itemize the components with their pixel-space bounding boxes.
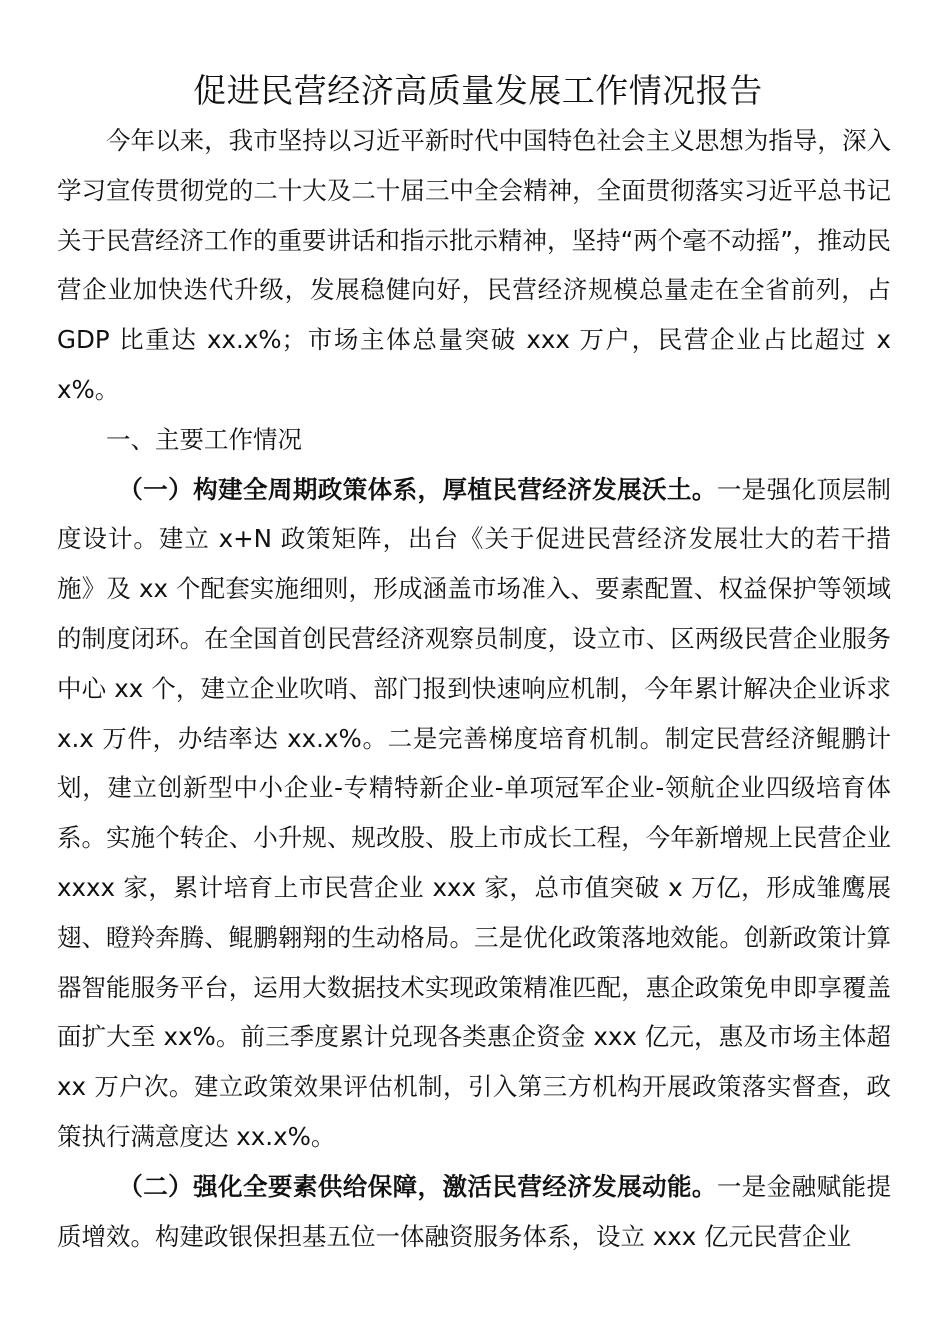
section-heading: 一、主要工作情况 [106, 424, 302, 454]
subsection-1-paragraph [57, 465, 891, 1162]
document-page [57, 66, 891, 1261]
document-title: 促进民营经济高质量发展工作情况报告 [193, 71, 763, 110]
subsection-1-lead: （一）构建全周期政策体系，厚植民营经济发展沃土。 [118, 474, 717, 504]
intro-paragraph: 今年以来，我市坚持以习近平新时代中国特色社会主义思想为指导，深入学习宣传贯彻党的二十大及二十届三中全会精神，全面贯彻落实习近平总书记关于民营经济工作的重要讲话和指示批示精神，坚持“两个毫不动摇”，推动民营企业加快迭代升级，发展稳健向好，民营经济规模总量走在全省前列，占 GDP 比重达 xx.x%；市场主体总量突破 xxx 万户，民营企业占比超过 xx%。 [57, 126, 891, 404]
subsection-2-paragraph [57, 1162, 891, 1262]
subsection-2-body: 一是金融赋能提质增效。构建政银保担基五位一体融资服务体系，设立 xxx 亿元民营企业 [57, 1171, 892, 1251]
subsection-2-lead: （二）强化全要素供给保障，激活民营经济发展动能。 [118, 1171, 717, 1201]
subsection-1-body: 一是强化顶层制度设计。建立 x+N 政策矩阵，出台《关于促进民营经济发展壮大的若干措施》及 xx 个配套实施细则，形成涵盖市场准入、要素配置、权益保护等领域的制度闭环。在全国首创民营经济观察员制度，设立市、区两级民营企业服务中心 xx 个，建立企业吹哨、部门报到快速响应机制，今年累计解决企业诉求 x.x 万件，办结率达 xx.x%。二是完善梯度培育机制。制定民营经济鲲鹏计划，建立创新型中小企业-专精特新企业-单项冠军企业-领航企业四级培育体系。实施个转企、小升规、规改股、股上市成长工程，今年新增规上民营企业 xxxx 家，累计培育上市民营企业 xxx 家，总市值突破 x 万亿，形成雏鹰展翅、瞪羚奔腾、鲲鹏翱翔的生动格局。三是优化政策落地效能。创新政策计算器智能服务平台，运用大数据技术实现政策精准匹配，惠企政策免申即享覆盖面扩大至 xx%。前三季度累计兑现各类惠企资金 xxx 亿元，惠及市场主体超 xx 万户次。建立政策效果评估机制，引入第三方机构开展政策落实督查，政策执行满意度达 xx.x%。 [57, 474, 892, 1151]
